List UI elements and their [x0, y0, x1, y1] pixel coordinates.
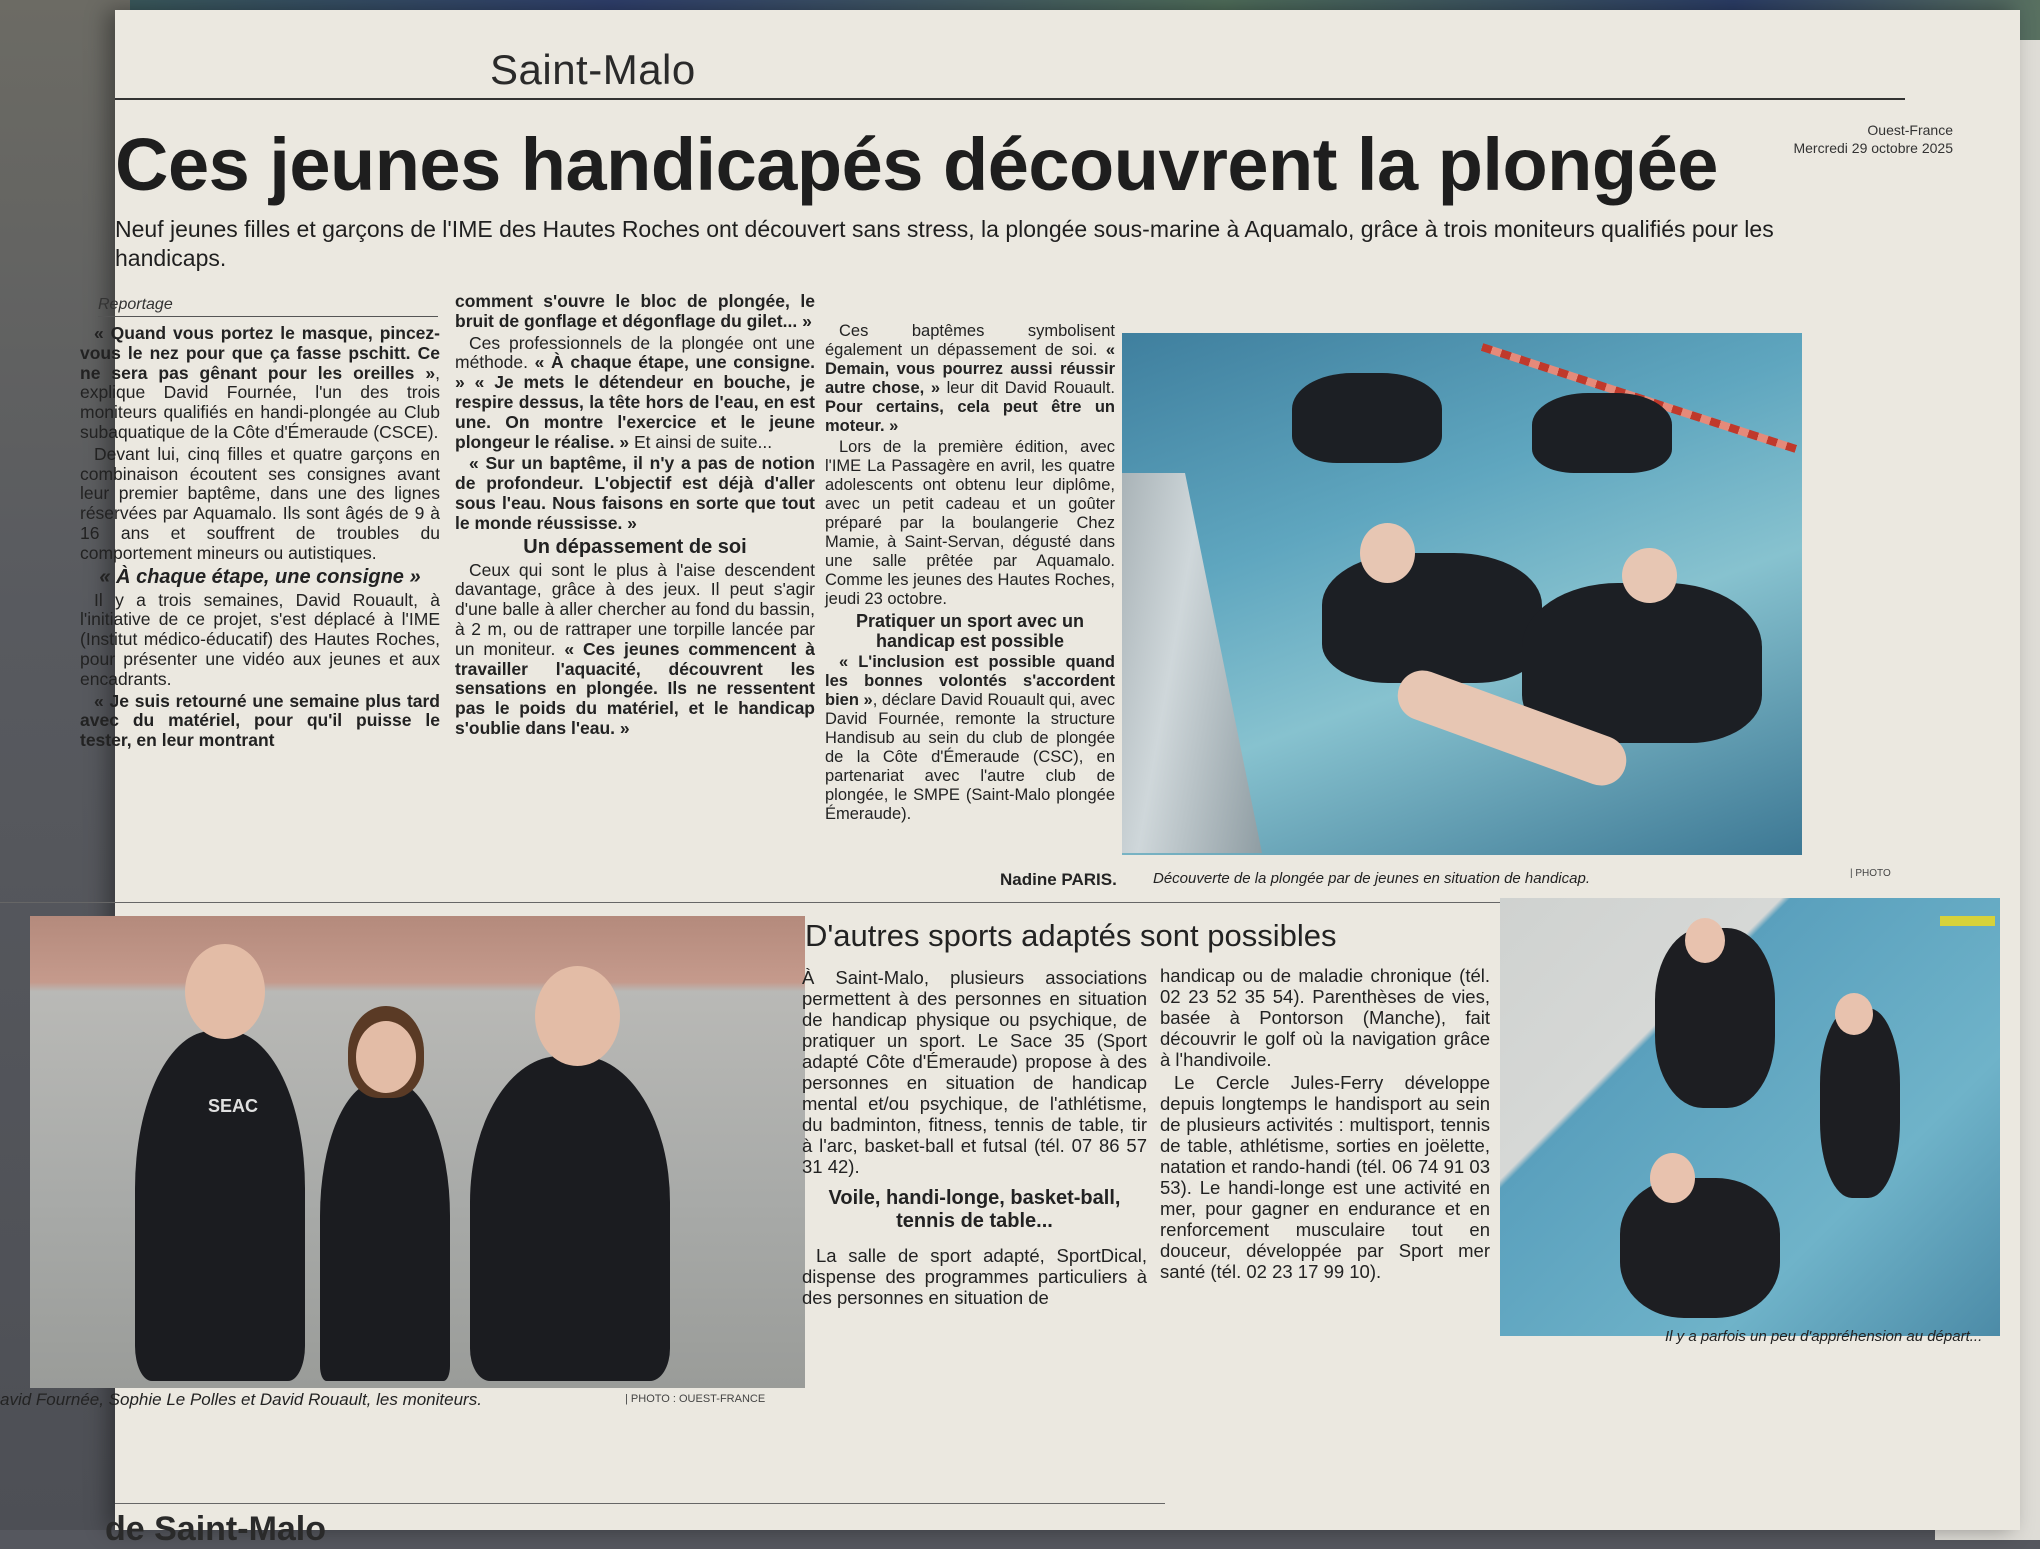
fins — [1940, 916, 1995, 926]
face — [1685, 918, 1725, 963]
next-article-title: de Saint-Malo — [105, 1510, 327, 1548]
article-column-3 — [825, 322, 1115, 826]
paragraph: comment s'ouvre le bloc de plongée, le bruit de gonflage et dégonflage du gilet... » — [455, 291, 815, 331]
paragraph: Lors de la première édition, avec l'IME La Passagère en avril, les quatre adolescents ont obtenu leur diplôme, avec un petit cadeau et un goûter préparé par la boulangerie Chez Mamie, à Saint-Servan, dégusté dans une salle prêtée par Aquamalo. Comme les jeunes des Hautes Roches, jeudi 23 octobre. — [825, 438, 1115, 608]
paragraph: « L'inclusion est possible quand les bonnes volontés s'accordent bien », déclare David Rouault qui, avec David Fournée, remonte la structure Handisub au sein du club de plongée de la Côte d'Émeraude (CSC), en partenariat avec l'autre club de plongée, le SMPE (Saint-Malo plongée Émeraude). — [825, 653, 1115, 823]
diver — [1532, 393, 1672, 473]
instructor-david-rouault — [470, 1056, 670, 1381]
photo-instructors — [30, 916, 805, 1388]
paragraph: Il y a trois semaines, David Rouault, à l'initiative de ce projet, s'est déplacé à l'IME (Institut médico-éducatif) des Hautes Roches, pour présenter une vidéo aux jeunes et aux encadrants. — [80, 589, 440, 689]
diver — [1620, 1178, 1780, 1318]
wetsuit-logo: SEAC — [208, 1096, 259, 1116]
issue-date: Mercredi 29 octobre 2025 — [1793, 140, 1953, 156]
headline: Ces jeunes handicapés découvrent la plongée — [115, 123, 1718, 206]
paper-name: Ouest-France — [1867, 122, 1953, 138]
face — [356, 1021, 416, 1093]
diver — [1292, 373, 1442, 463]
subheading: Un dépassement de soi — [523, 535, 747, 558]
paragraph: Le Cercle Jules-Ferry développe depuis longtemps le handisport au sein de plusieurs activités : multisport, tennis de table, athlétisme, sorties en joëlette, natation et rando-handi (tél. 06 74 91 03 53). Le handi-longe est une activité en mer, pour gagner en endurance et en renforcement musculaire tout en douceur, développée par Sport mer santé (tél. 02 23 17 99 10). — [1160, 1072, 1490, 1282]
article-column-2 — [455, 292, 815, 741]
photo-caption: avid Fournée, Sophie Le Polles et David Rouault, les moniteurs. — [0, 1390, 482, 1409]
paragraph: « Quand vous portez le masque, pincez-vous le nez pour que ça fasse pschitt. Ce ne sera pas gênant pour les oreilles », explique David Fournée, l'un des trois moniteurs qualifiés en handi-plongée au Club subaquatique de la Côte d'Émeraude (CSCE). — [80, 323, 440, 442]
paragraph: Ceux qui sont le plus à l'aise descendent davantage, grâce à des jeux. Il peut s'agir d'une balle à aller chercher au fond du bassin, à 2 m, ou de rattraper une torpille lancée par un moniteur. « Ces jeunes commencent à travailler l'aquacité, découvrent les sensations en plongée. Ils ne ressentent pas le poids du matériel, et le handicap s'oublie dans l'eau. » — [455, 559, 816, 738]
newspaper-page — [0, 10, 2020, 1548]
instructor-david-fournee — [135, 1031, 305, 1381]
photo-credit: | PHOTO : OUEST-FRANCE — [625, 1393, 766, 1405]
face — [1360, 523, 1415, 583]
pool-edge — [1122, 473, 1262, 853]
diver — [1322, 553, 1542, 683]
footer-rule — [115, 1503, 1165, 1504]
photo-pool-edge — [1500, 898, 2000, 1336]
subheading: Voile, handi-longe, basket-ball, tennis de table... — [828, 1187, 1121, 1232]
article-lead: Neuf jeunes filles et garçons de l'IME des Hautes Roches ont découvert sans stress, la plongée sous-marine à Aquamalo, grâce à trois moniteurs qualifiés pour les handicaps. — [115, 216, 1774, 271]
paragraph: Ces baptêmes symbolisent également un dépassement de soi. « Demain, vous pourrez aussi réussir autre chose, » leur dit David Rouault. Pour certains, cela peut être un moteur. » — [825, 322, 1115, 435]
kicker-label: Reportage — [98, 296, 438, 317]
subheading: « À chaque étape, une consigne » — [99, 565, 421, 588]
box-title: D'autres sports adaptés sont possibles — [805, 918, 1337, 953]
photo-pool-divers — [1122, 333, 1802, 855]
paragraph: « Je suis retourné une semaine plus tard avec du matériel, pour qu'il puisse le tester, en leur montrant — [80, 690, 440, 751]
paragraph: « Sur un baptême, il n'y a pas de notion de profondeur. L'objectif est déjà d'aller sous l'eau. Nous faisons en sorte que tout le monde réussisse. » — [455, 453, 815, 533]
face — [1622, 548, 1677, 603]
photo-caption: Il y a parfois un peu d'appréhension au départ... — [1665, 1328, 1983, 1345]
photo-credit: | PHOTO — [1850, 868, 1891, 879]
box-column-2 — [1160, 965, 1490, 1284]
paragraph: À Saint-Malo, plusieurs associations permettent à des personnes en situation de handicap physique ou psychique, de pratiquer un sport. Le Sace 35 (Sport adapté Côte d'Émeraude) propose à des personnes en situation de handicap mental et/ou psychique, de l'athlétisme, du badminton, fitness, tennis de table, tir à l'arc, basket-ball et futsal (tél. 07 86 57 31 42). — [802, 967, 1147, 1177]
face — [1835, 993, 1873, 1035]
section-title: Saint-Malo — [490, 46, 696, 93]
paragraph: La salle de sport adapté, SportDical, dispense des programmes particuliers à des personnes en situation de — [802, 1245, 1147, 1308]
diver — [1820, 1008, 1900, 1198]
subheading: Pratiquer un sport avec un handicap est possible — [855, 611, 1085, 651]
byline: Nadine PARIS. — [1000, 870, 1117, 889]
paragraph: Ces professionnels de la plongée ont une méthode. « À chaque étape, une consigne. » « Je mets le détendeur en bouche, je respire dessus, la tête hors de l'eau, en est une. On montre l'exercice et le jeune plongeur le réalise. » Et ainsi de suite... — [455, 332, 815, 452]
paragraph: Devant lui, cinq filles et quatre garçons en combinaison écoutent ses consignes avant leur premier baptême, dans une des lignes réservées par Aquamalo. Ils sont âgés de 9 à 16 ans et souffrent de troubles du comportement mineurs ou autistiques. — [80, 443, 440, 563]
face — [1650, 1153, 1695, 1203]
header-rule — [115, 98, 1905, 100]
article-column-1 — [80, 324, 440, 753]
photo-caption: Découverte de la plongée par de jeunes en situation de handicap. — [1153, 870, 1590, 887]
face — [535, 966, 620, 1066]
box-column-1 — [802, 967, 1147, 1310]
paragraph: handicap ou de maladie chronique (tél. 02 23 52 35 54). Parenthèses de vies, basée à Pontorson (Manche), fait découvrir le golf où la navigation grâce à l'handivoile. — [1160, 965, 1490, 1070]
face — [185, 944, 265, 1039]
instructor-sophie-le-polles — [320, 1081, 450, 1381]
